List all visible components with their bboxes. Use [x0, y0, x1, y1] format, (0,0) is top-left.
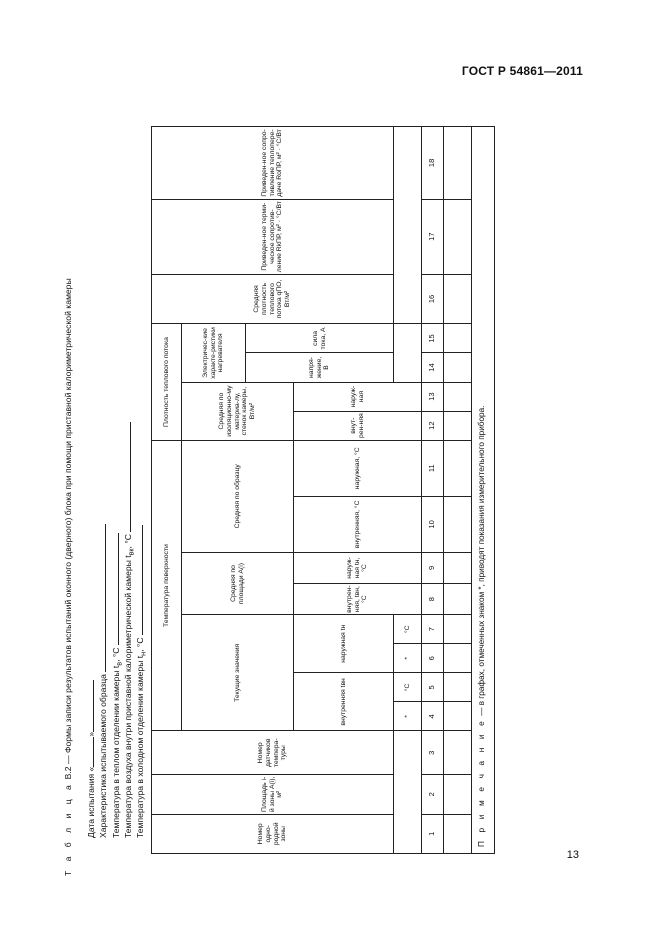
note-text: — в графах, отмеченных знаком *, приводят показания измерительного прибора.: [477, 405, 486, 719]
table-cell: [444, 644, 472, 673]
blank-line: [97, 524, 106, 672]
results-table: [151, 126, 472, 854]
field-cold-temp: Температура в холодном отделении камеры $t_н$, °С: [134, 422, 146, 838]
table-cell: [444, 127, 472, 200]
blank-line: [122, 422, 131, 532]
table-caption: [63, 278, 73, 876]
header-spacer: [394, 324, 422, 382]
header-avg-flux: Средняя плотность теплового потока qПО, Вт/м²: [152, 274, 394, 324]
header-heat-flux: Плотность теплового потока: [152, 324, 182, 440]
page-number: 13: [566, 849, 579, 861]
table-cell: [444, 274, 472, 324]
col-number: 15: [422, 324, 444, 353]
header-avg-insulation: Средняя по изоляционно-му материа-лу, стенок камеры, Вт/м²: [182, 382, 294, 440]
header-zone-num: Номер одно-родной зоны: [152, 814, 394, 853]
table-cell: [444, 411, 472, 440]
document-header: ГОСТ Р 54861—2011: [461, 64, 583, 78]
header-sample-outer: наружная, °С: [294, 440, 422, 496]
table-cell: [444, 814, 472, 853]
header-current: сила тока, А: [246, 324, 394, 353]
header-heater: Электричес-кие характе-ристики нагревателя: [182, 324, 246, 382]
col-number: 18: [422, 127, 444, 200]
blank-line: [134, 525, 143, 635]
col-number: 7: [422, 615, 444, 644]
col-number: 2: [422, 775, 444, 814]
table-cell: [444, 382, 472, 411]
col-number: 9: [422, 552, 444, 583]
col-number: 8: [422, 584, 444, 615]
table-cell: [444, 199, 472, 274]
header-sample-inner: внутренняя, °С: [294, 496, 422, 552]
table-note: [471, 126, 495, 854]
header-reduced-term: Приведен-ное терми-ческое сопротив-ление RkПР, м² · °С/Вт: [152, 199, 394, 274]
col-number: 14: [422, 353, 444, 382]
col-number: 12: [422, 411, 444, 440]
blank-line: [85, 680, 94, 732]
table-cell: [444, 615, 472, 644]
star-mark: *: [394, 644, 422, 673]
table-cell: [444, 496, 472, 552]
unit-deg-c: °С: [394, 615, 422, 644]
field-air-temp: Температура воздуха внутри приставной калориметрической камеры $t_{вк}$, °С: [122, 422, 134, 838]
col-number: 4: [422, 702, 444, 731]
table-cell: [444, 324, 472, 353]
header-avg-outer: наруж-ная tн, °С: [294, 552, 422, 583]
table-cell: [444, 440, 472, 496]
table-cell: [444, 584, 472, 615]
star-mark: *: [394, 702, 422, 731]
header-wall-inner: внут-рен-няя: [294, 411, 422, 440]
field-warm-temp: Температура в теплом отделении камеры $t_в$, °С: [110, 422, 122, 838]
blank-line: [85, 737, 94, 767]
header-avg-inner: внутрен-няя, tвн, °С: [294, 584, 422, 615]
col-number: 6: [422, 644, 444, 673]
col-number: 5: [422, 673, 444, 702]
table-cell: [444, 702, 472, 731]
col-number: 3: [422, 731, 444, 775]
caption-text: В.2 — Формы записи результатов испытаний оконного (дверного) блока при помощи приставной калориметрической камеры: [63, 278, 73, 780]
note-label: П р и м е ч а н и е: [477, 718, 486, 847]
header-sensor-num: Номер датчиков темпера-туры: [152, 731, 394, 775]
test-fields: [85, 422, 146, 838]
header-current-values: Текущие значения: [182, 615, 294, 731]
unit-deg-c: °С: [394, 673, 422, 702]
header-avg-by-sample: Средняя по образцу: [182, 440, 294, 552]
header-spacer: [394, 731, 422, 854]
rotated-table-block: [59, 86, 619, 876]
field-sample: Характеристика испытываемого образца: [97, 422, 109, 838]
table-cell: [444, 673, 472, 702]
header-spacer: [394, 127, 422, 324]
col-number: 13: [422, 382, 444, 411]
table-cell: [444, 731, 472, 775]
field-test-date: Дата испытания «»: [85, 422, 97, 838]
col-number: 10: [422, 496, 444, 552]
caption-prefix: Т а б л и ц а: [63, 781, 73, 876]
col-number: 1: [422, 814, 444, 853]
header-wall-outer: наруж-ная: [294, 382, 422, 411]
header-reduced-heat: Приведен-ное сопро-тивление теплопере-даче RoПР, м² · °С/Вт: [152, 127, 394, 200]
col-number: 11: [422, 440, 444, 496]
col-number: 16: [422, 274, 444, 324]
header-surface-temp: Температура поверхности: [152, 440, 182, 731]
table-cell: [444, 353, 472, 382]
header-area: Площадь i-й зоны A(i), м²: [152, 775, 394, 814]
table-cell: [444, 775, 472, 814]
header-row: [152, 127, 182, 854]
blank-line: [110, 533, 119, 645]
table-cell: [444, 552, 472, 583]
table-row: [444, 127, 472, 854]
column-number-row: [422, 127, 444, 854]
col-number: 17: [422, 199, 444, 274]
header-outer-tn: наружная tн: [294, 615, 394, 673]
header-voltage: напря-жение, В: [246, 353, 394, 382]
header-avg-by-area: Средняя по площади A(i): [182, 552, 294, 614]
header-inner-tvn: внутренняя tвн: [294, 673, 394, 731]
